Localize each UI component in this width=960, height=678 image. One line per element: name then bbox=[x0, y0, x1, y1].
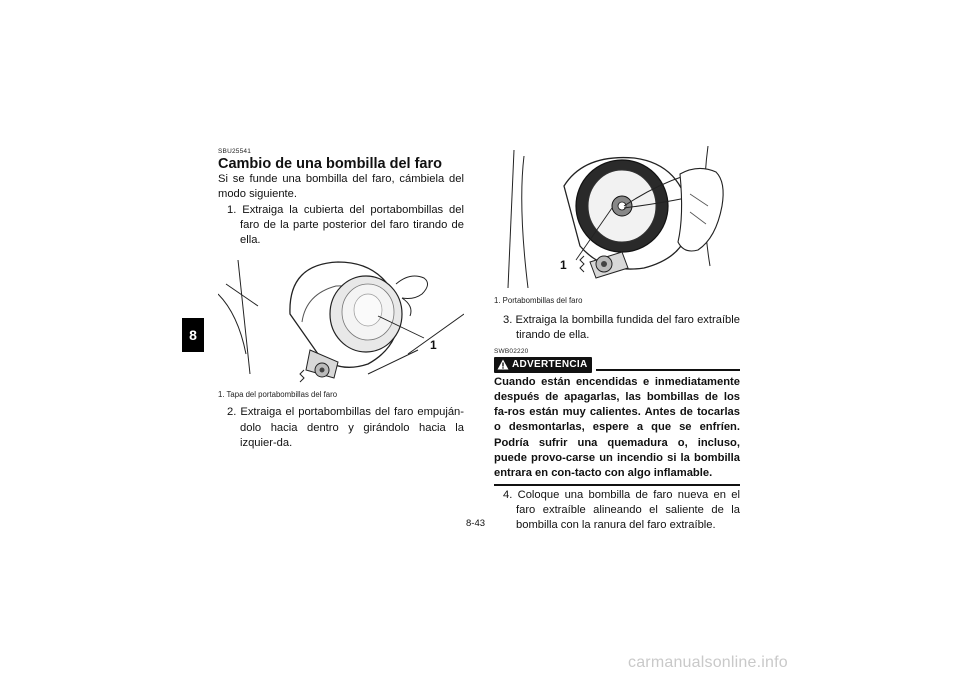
section-code: SBU25541 bbox=[218, 148, 252, 155]
chapter-tab: 8 bbox=[182, 318, 204, 352]
warning-badge bbox=[494, 357, 592, 373]
watermark-link[interactable]: carmanualsonline.info bbox=[628, 654, 788, 671]
section-title: Cambio de una bombilla del faro bbox=[218, 156, 442, 172]
left-column bbox=[218, 148, 464, 451]
step-4: 4. Coloque una bombilla de faro nueva en el faro extraíble alineando el saliente de la bombilla con la ranura del faro extraíble. bbox=[503, 488, 740, 532]
warning-rule-top bbox=[596, 369, 740, 371]
figure-2-caption: 1. Portabombillas del faro bbox=[494, 296, 583, 305]
page-number: 8-43 bbox=[466, 518, 486, 529]
bulb-holder-illustration bbox=[494, 146, 740, 288]
warning-code: SWB02220 bbox=[494, 347, 529, 355]
figure-1-caption: 1. Tapa del portabombillas del faro bbox=[218, 390, 338, 400]
figure-2-callout: 1 bbox=[560, 258, 567, 272]
warning-triangle-icon bbox=[497, 359, 509, 370]
step-3: 3. Extraiga la bombilla fundida del faro extraíble tirando de ella. bbox=[503, 314, 740, 342]
section-intro: Si se funde una bombilla del faro, cámbiela del modo siguiente. bbox=[218, 173, 464, 201]
right-column bbox=[494, 148, 740, 534]
headlight-cover-illustration bbox=[218, 254, 464, 388]
step-2: 2. Extraiga el portabombillas del faro empuján-dolo hacia dentro y girándolo hacia la izquier-da. bbox=[227, 406, 464, 450]
step-1: 1. Extraiga la cubierta del portabombillas del faro de la parte posterior del faro tirando de ella. bbox=[227, 203, 464, 247]
warning-text: Cuando están encendidas e inmediatamente después de apagarlas, las bombillas de los fa-ros están muy calientes. Antes de tocarlas o desmontarlas, espere a que se enfríen. Podría sufrir una quemadura o, incluso, puede provo-carse un incendio si la bombilla entrara en con-tacto con algo inflamable. bbox=[494, 375, 740, 480]
warning-label: ADVERTENCIA bbox=[512, 359, 588, 371]
figure-1-callout: 1 bbox=[430, 338, 437, 353]
figure-headlight-cover bbox=[218, 254, 464, 388]
warning-rule-bottom bbox=[494, 484, 740, 486]
warning-header bbox=[494, 357, 740, 373]
figure-bulb-holder bbox=[494, 146, 740, 288]
